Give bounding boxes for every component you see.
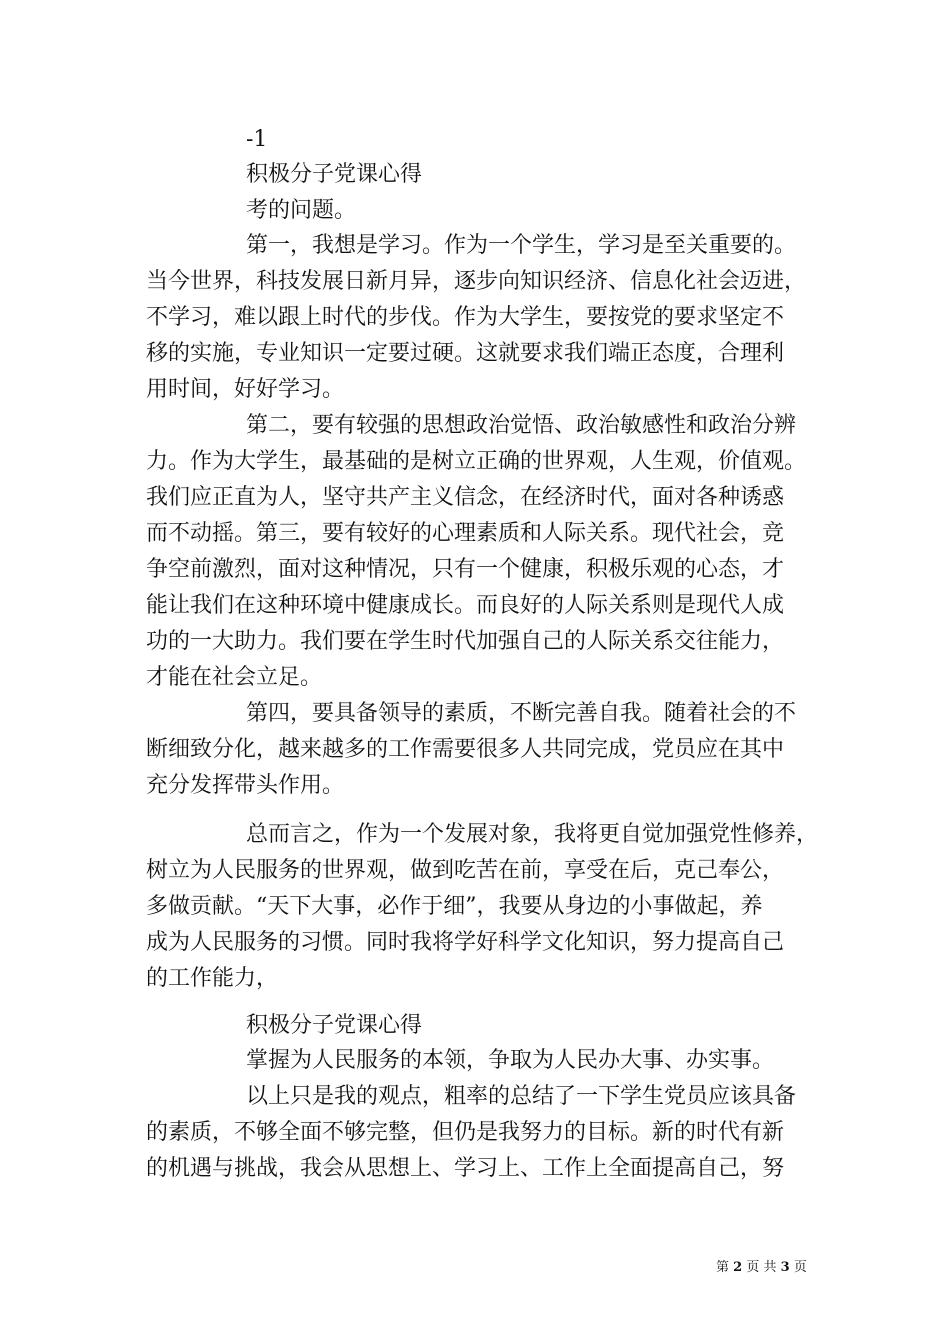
body-line: 充分发挥带头作用。	[146, 773, 345, 798]
body-line: 以上只是我的观点，粗率的总结了一下学生党员应该具备	[246, 1084, 797, 1109]
body-line: 能让我们在这种环境中健康成长。而良好的人际关系则是现代人成	[146, 593, 785, 618]
page-footer	[716, 1259, 807, 1277]
body-line: 多做贡献。“天下大事，必作于细”，我要从身边的小事做起，养	[146, 894, 763, 919]
section-heading: 积极分子党课心得	[246, 162, 423, 187]
section-heading: 积极分子党课心得	[246, 1013, 423, 1038]
body-line: 掌握为人民服务的本领，争取为人民办大事、办实事。	[246, 1048, 775, 1073]
body-line: 的素质，不够全面不够完整，但仍是我努力的目标。新的时代有新	[146, 1120, 785, 1145]
body-line: 总而言之，作为一个发展对象，我将更自觉加强党性修养，	[246, 822, 819, 847]
body-line: 第一，我想是学习。作为一个学生，学习是至关重要的。	[246, 233, 797, 258]
footer-total-pages: 3	[780, 1260, 790, 1275]
body-line: 我们应正直为人，坚守共产主义信念，在经济时代，面对各种诱惑	[146, 485, 785, 510]
body-line: 树立为人民服务的世界观，做到吃苦在前，享受在后，克己奉公，	[146, 858, 785, 883]
body-line: 功的一大助力。我们要在学生时代加强自己的人际关系交往能力，	[146, 629, 785, 654]
body-line: 争空前激烈，面对这种情况，只有一个健康，积极乐观的心态，才	[146, 557, 785, 582]
body-line: 第四，要具备领导的素质，不断完善自我。随着社会的不	[246, 701, 797, 726]
footer-current-page: 2	[733, 1260, 743, 1275]
body-line: 考的问题。	[246, 198, 357, 223]
body-line: 移的实施，专业知识一定要过硬。这就要求我们端正态度，合理利	[146, 341, 785, 366]
footer-suffix: 页	[793, 1260, 807, 1275]
body-line: 用时间，好好学习。	[146, 377, 345, 402]
body-line: 断细致分化，越来越多的工作需要很多人共同完成，党员应在其中	[146, 737, 785, 762]
body-line: 的机遇与挑战，我会从思想上、学习上、工作上全面提高自己，努	[146, 1156, 785, 1181]
footer-prefix: 第	[716, 1260, 730, 1275]
body-line: 第二，要有较强的思想政治觉悟、政治敏感性和政治分辨	[246, 413, 797, 438]
body-line: 而不动摇。第三，要有较好的心理素质和人际关系。现代社会，竞	[146, 521, 785, 546]
body-line: 成为人民服务的习惯。同时我将学好科学文化知识，努力提高自己	[146, 930, 785, 955]
body-line: 力。作为大学生，最基础的是树立正确的世界观，人生观，价值观。	[146, 449, 807, 474]
body-line: 的工作能力，	[146, 966, 279, 991]
body-line: 才能在社会立足。	[146, 665, 323, 690]
footer-middle: 页 共	[746, 1260, 777, 1275]
page-marker: -1	[246, 127, 268, 152]
body-line: 当今世界，科技发展日新月异，逐步向知识经济、信息化社会迈进，	[146, 269, 807, 294]
body-line: 不学习，难以跟上时代的步伐。作为大学生，要按党的要求坚定不	[146, 305, 785, 330]
